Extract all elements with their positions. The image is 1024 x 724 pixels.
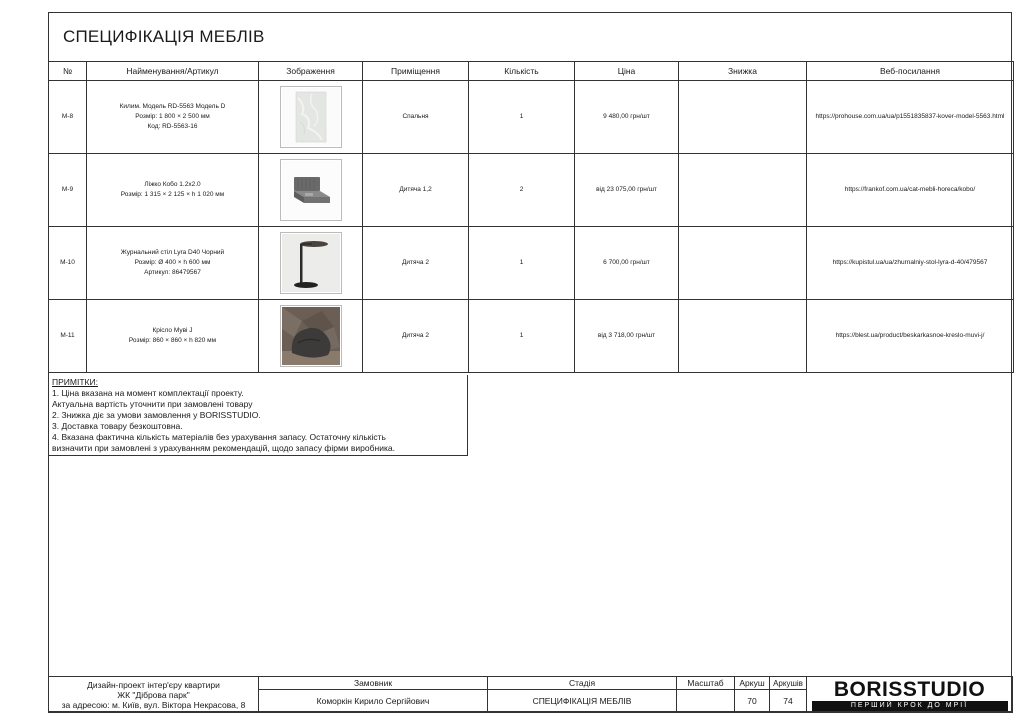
notes-block	[49, 375, 468, 456]
project-description	[48, 676, 259, 713]
studio-logo	[806, 676, 1013, 713]
spec-sheet	[48, 12, 1012, 712]
header-url: Веб-посилання	[807, 62, 1014, 81]
row-room: Дитяча 1,2	[363, 154, 469, 227]
row-image	[259, 154, 363, 227]
sheet-value: 70	[734, 689, 770, 713]
stage-label: Стадія	[487, 676, 677, 690]
row-url[interactable]: https://frankof.com.ua/cat-mebli-horeca/kobo/	[807, 154, 1014, 227]
row-price: 6 700,00 грн/шт	[575, 227, 679, 300]
header-price: Ціна	[575, 62, 679, 81]
notes-line: 3. Доставка товару безкоштовна.	[52, 421, 183, 431]
bed-photo-icon	[280, 159, 342, 221]
project-line: Дизайн-проект інтер'єру квартири	[87, 679, 220, 690]
row-discount	[679, 81, 807, 154]
table-row	[49, 154, 1014, 227]
notes-line: 4. Вказана фактична кількість матеріалів без урахування запасу. Остаточну кількість	[52, 432, 386, 442]
table-row	[49, 81, 1014, 154]
beanbag-photo-icon	[280, 305, 342, 367]
scale-label: Масштаб	[676, 676, 735, 690]
rug-photo-icon	[280, 86, 342, 148]
side-table-photo-icon	[280, 232, 342, 294]
row-price: від 23 075,00 грн/шт	[575, 154, 679, 227]
sheets-value: 74	[769, 689, 807, 713]
page-title: СПЕЦИФІКАЦІЯ МЕБЛІВ	[63, 27, 265, 46]
row-qty: 1	[469, 300, 575, 373]
name-line: Розмір: Ø 400 × h 600 мм	[134, 259, 211, 266]
notes-line: 1. Ціна вказана на момент комплектації проекту.	[52, 388, 244, 398]
row-discount	[679, 154, 807, 227]
customer-label: Замовник	[258, 676, 488, 690]
row-url[interactable]: https://blest.ua/product/beskarkasnoe-kreslo-muvi-j/	[807, 300, 1014, 373]
logo-text: BORISSTUDIO	[833, 677, 986, 701]
sheets-label: Аркушів	[769, 676, 807, 690]
notes-line: Актуальна вартість уточнити при замовлені товару	[52, 399, 253, 409]
row-qty: 1	[469, 227, 575, 300]
header-qty: Кількість	[469, 62, 575, 81]
row-price: 9 480,00 грн/шт	[575, 81, 679, 154]
name-line: Крісло Муві J	[152, 327, 193, 334]
row-name	[87, 300, 259, 373]
sheet-label: Аркуш	[734, 676, 770, 690]
name-line: Розмір: 1 800 × 2 500 мм	[135, 113, 210, 120]
title-block	[48, 676, 1013, 713]
row-num: М-8	[49, 81, 87, 154]
row-url[interactable]: https://prohouse.com.ua/ua/p1551835837-kover-model-5563.html	[807, 81, 1014, 154]
project-line: ЖК "Діброва парк"	[117, 689, 190, 700]
table-header-row	[49, 62, 1014, 81]
project-line: за адресою: м. Київ, вул. Віктора Некрасова, 8	[61, 699, 246, 710]
table-row	[49, 227, 1014, 300]
row-name	[87, 154, 259, 227]
name-line: Код: RD-5563-16	[147, 123, 198, 130]
name-line: Артикул: 86479567	[144, 269, 201, 276]
header-num: №	[49, 62, 87, 81]
logo-tagline: ПЕРШИЙ КРОК ДО МРІЇ	[812, 701, 1008, 711]
name-line: Журнальний стіл Lyra D40 Чорний	[120, 249, 225, 256]
row-image	[259, 81, 363, 154]
row-image	[259, 227, 363, 300]
row-room: Спальня	[363, 81, 469, 154]
name-line: Ліжко Кобо 1.2х2.0	[144, 181, 201, 188]
spec-table	[48, 61, 1014, 373]
customer-value: Коморкін Кирило Сергійович	[258, 689, 488, 713]
header-room: Приміщення	[363, 62, 469, 81]
row-url[interactable]: https://kupistul.ua/ua/zhurnalniy-stol-lyra-d-40/479567	[807, 227, 1014, 300]
scale-value	[676, 689, 735, 713]
row-room: Дитяча 2	[363, 227, 469, 300]
name-line: Розмір: 1 315 × 2 125 × h 1 020 мм	[120, 191, 225, 198]
row-num: М-10	[49, 227, 87, 300]
name-line: Килим. Модель RD-5563 Модель D	[119, 103, 226, 110]
row-discount	[679, 300, 807, 373]
header-image: Зображення	[259, 62, 363, 81]
notes-line: визначити при замовлені з урахуванням рекомендацій, щодо запасу фірми виробника.	[52, 443, 395, 453]
row-discount	[679, 227, 807, 300]
row-qty: 1	[469, 81, 575, 154]
row-room: Дитяча 2	[363, 300, 469, 373]
table-row	[49, 300, 1014, 373]
row-num: М-9	[49, 154, 87, 227]
row-price: від 3 718,00 грн/шт	[575, 300, 679, 373]
notes-line: 2. Знижка діє за умови замовлення у BORISSTUDIO.	[52, 410, 261, 420]
row-image	[259, 300, 363, 373]
row-num: М-11	[49, 300, 87, 373]
stage-value: СПЕЦИФІКАЦІЯ МЕБЛІВ	[487, 689, 677, 713]
notes-heading: ПРИМІТКИ:	[52, 377, 98, 387]
header-name: Найменування/Артикул	[87, 62, 259, 81]
name-line: Розмір: 860 × 860 × h 820 мм	[128, 337, 217, 344]
row-qty: 2	[469, 154, 575, 227]
row-name	[87, 81, 259, 154]
header-discount: Знижка	[679, 62, 807, 81]
row-name	[87, 227, 259, 300]
